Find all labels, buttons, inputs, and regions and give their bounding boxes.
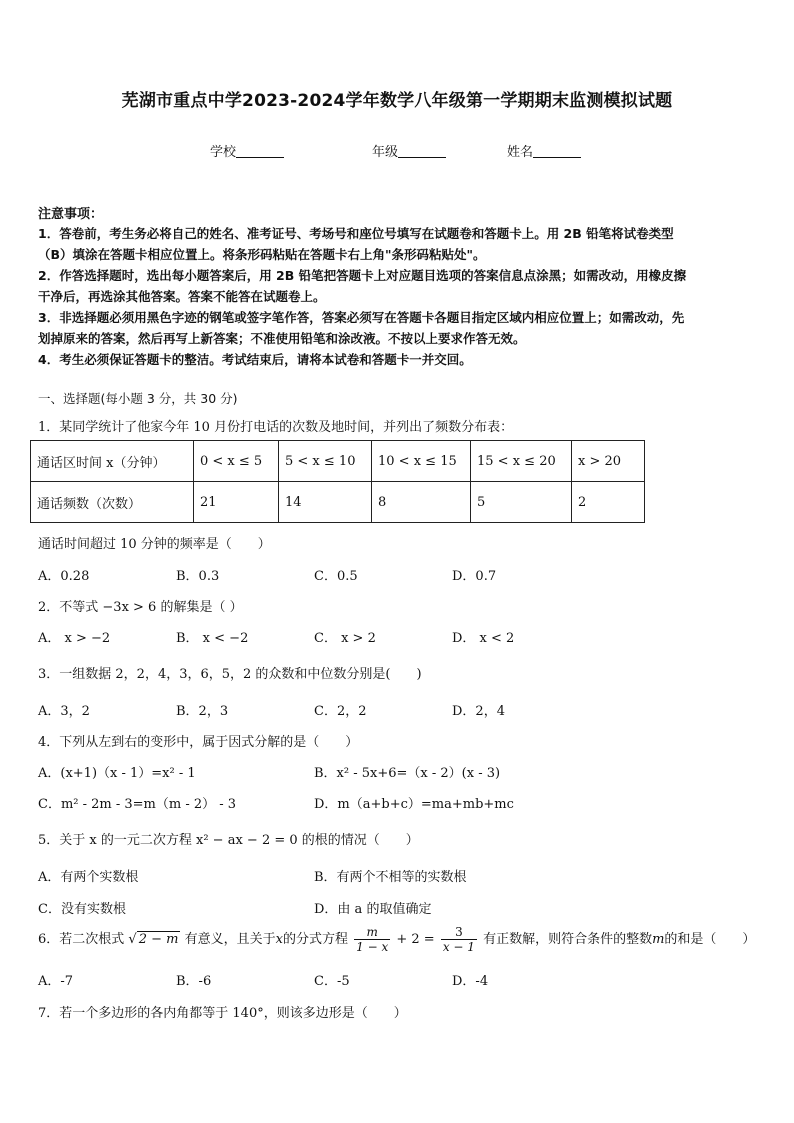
note-line: 4．考生必须保证答题卡的整洁。考试结束后，请将本试卷和答题卡一并交回。	[38, 352, 472, 367]
name-label: 姓名	[507, 145, 534, 160]
option-b: B．有两个不相等的实数根	[314, 870, 467, 885]
option-a: A．(x+1)（x - 1）=x² - 1	[38, 766, 196, 781]
option-d: D．2，4	[452, 704, 505, 719]
option-b: B．0.3	[176, 569, 220, 584]
option-a: A． x > −2	[38, 631, 111, 646]
name-field	[507, 141, 581, 160]
option-d: D．0.7	[452, 569, 497, 584]
option-a: A．3，2	[38, 704, 90, 719]
option-d: D．-4	[452, 974, 489, 989]
note-line: 1．答卷前，考生务必将自己的姓名、准考证号、考场号和座位号填写在试题卷和答题卡上。用 2B 铅笔将试卷类型	[38, 226, 674, 241]
q6-text: 的分式方程	[282, 932, 348, 947]
note-line: 干净后，再选涂其他答案。答案不能答在试题卷上。	[38, 289, 326, 304]
question-6-stem	[38, 924, 755, 956]
fraction-1-denominator: 1 − x	[356, 940, 389, 954]
option-d: D．由 a 的取值确定	[314, 902, 432, 917]
note-line: 划掉原来的答案，然后再写上新答案；不准使用铅笔和涂改液。不按以上要求作答无效。	[38, 331, 526, 346]
table-header-cell: 通话区时间 x（分钟）	[31, 441, 194, 482]
q6-text: 有正数解，则符合条件的整数	[483, 932, 653, 947]
table-cell: 21	[194, 482, 279, 523]
table-cell: 10 < x ≤ 15	[372, 441, 471, 482]
option-c: C．没有实数根	[38, 902, 126, 917]
question-1-stem: 1．某同学统计了他家今年 10 月份打电话的次数及地时间，并列出了频数分布表：	[38, 420, 514, 435]
q6-text: 有意义，且关于	[184, 932, 276, 947]
frequency-table	[30, 440, 645, 523]
note-line: 3．非选择题必须用黑色字迹的钢笔或签字笔作答，答案必须写在答题卡各题目指定区域内相应位置上；如需改动，先	[38, 310, 685, 325]
table-row	[31, 441, 645, 482]
table-cell: x > 20	[572, 441, 645, 482]
question-5-stem: 5．关于 x 的一元二次方程 x² − ax − 2 = 0 的根的情况（ ）	[38, 833, 419, 848]
question-7-stem: 7．若一个多边形的各内角都等于 140°，则该多边形是（ ）	[38, 1006, 407, 1021]
question-4-stem: 4．下列从左到右的变形中，属于因式分解的是（ ）	[38, 735, 359, 750]
option-c: C．0.5	[314, 569, 358, 584]
fraction-2	[441, 925, 477, 954]
question-3-stem: 3．一组数据 2，2，4，3，6，5，2 的众数和中位数分别是( )	[38, 667, 422, 682]
fraction-1-numerator: m	[354, 925, 390, 940]
name-blank	[533, 145, 581, 158]
grade-blank	[398, 145, 446, 158]
fraction-2-denominator: x − 1	[442, 940, 475, 954]
question-1-prompt: 通话时间超过 10 分钟的频率是（ ）	[38, 537, 271, 552]
table-cell: 5	[471, 482, 572, 523]
table-cell: 2	[572, 482, 645, 523]
option-b: B． x < −2	[176, 631, 249, 646]
section-heading: 一、选择题(每小题 3 分，共 30 分)	[38, 391, 238, 406]
q6-text: 6．若二次根式	[38, 932, 125, 947]
radicand: 2 − m	[138, 932, 179, 947]
notes-heading: 注意事项：	[38, 207, 104, 222]
table-cell: 5 < x ≤ 10	[279, 441, 372, 482]
option-c: C．-5	[314, 974, 350, 989]
note-line: 2．作答选择题时，选出每小题答案后，用 2B 铅笔把答题卡上对应题目选项的答案信息点涂黑；如需改动，用橡皮擦	[38, 268, 687, 283]
grade-field	[372, 141, 446, 160]
option-c: C．2，2	[314, 704, 367, 719]
option-b: B．2，3	[176, 704, 229, 719]
option-d: D． x < 2	[452, 631, 515, 646]
option-c: C．m² - 2m - 3=m（m - 2） - 3	[38, 797, 237, 812]
question-2-stem: 2．不等式 −3x > 6 的解集是（ ）	[38, 600, 243, 615]
fraction-1	[354, 925, 390, 954]
school-field	[210, 141, 284, 160]
table-cell: 15 < x ≤ 20	[471, 441, 572, 482]
school-label: 学校	[210, 145, 237, 160]
option-b: B．-6	[176, 974, 212, 989]
option-a: A．有两个实数根	[38, 870, 139, 885]
table-row	[31, 482, 645, 523]
option-a: A．-7	[38, 974, 74, 989]
option-c: C． x > 2	[314, 631, 376, 646]
table-header-cell: 通话频数（次数）	[31, 482, 194, 523]
option-b: B．x² - 5x+6=（x - 2）(x - 3)	[314, 766, 501, 781]
option-a: A．0.28	[38, 569, 90, 584]
option-d: D．m（a+b+c）=ma+mb+mc	[314, 797, 514, 812]
sqrt-expression: √ 2 − m	[128, 932, 179, 947]
variable-x: x	[275, 932, 283, 947]
note-line: （B）填涂在答题卡相应位置上。将条形码粘贴在答题卡右上角"条形码粘贴处"。	[38, 247, 486, 262]
page-title: 芜湖市重点中学2023-2024学年数学八年级第一学期期末监测模拟试题	[121, 91, 673, 111]
table-cell: 14	[279, 482, 372, 523]
fraction-2-numerator: 3	[441, 925, 477, 940]
grade-label: 年级	[372, 145, 399, 160]
variable-m: m	[652, 932, 665, 947]
school-blank	[236, 145, 284, 158]
table-cell: 0 < x ≤ 5	[194, 441, 279, 482]
table-cell: 8	[372, 482, 471, 523]
plus-two: + 2 =	[396, 932, 435, 947]
q6-text: 的和是（ ）	[664, 932, 756, 947]
